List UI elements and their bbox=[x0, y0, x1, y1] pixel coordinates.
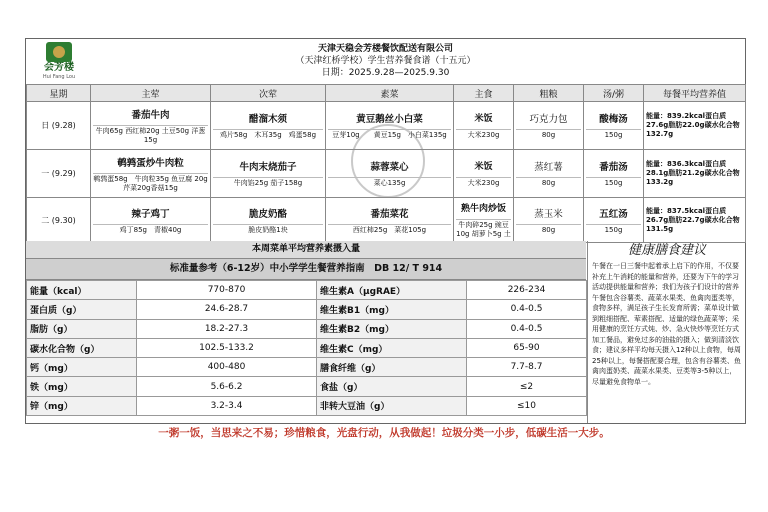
nutrition-row bbox=[27, 358, 587, 377]
menu-sheet bbox=[25, 38, 746, 424]
slogan: 一粥一饭，当思来之不易；珍惜粮食，光盘行动，从我做起！垃圾分类一小步，低碳生活一大步。 bbox=[158, 427, 610, 439]
nutrient-label: 铁（mg） bbox=[27, 377, 137, 396]
dish-ingredients: 脆皮奶酪1块 bbox=[248, 225, 288, 234]
menu-row bbox=[27, 198, 746, 243]
staple-cell bbox=[454, 150, 514, 198]
nutrition-section bbox=[26, 241, 745, 423]
grain-cell bbox=[514, 150, 584, 198]
nutrient-label: 锌（mg） bbox=[27, 396, 137, 415]
veg-dish-cell bbox=[326, 102, 454, 150]
nutrition-standard: 标准量参考（6-12岁）中小学学生餐营养指南 DB 12/ T 914 bbox=[26, 259, 586, 280]
nutrient-value: 5.6-6.2 bbox=[137, 377, 317, 396]
header bbox=[26, 39, 745, 83]
nutrition-table bbox=[26, 280, 587, 416]
dish-name: 脆皮奶酪 bbox=[213, 205, 323, 225]
dish-name: 蒸红薯 bbox=[516, 158, 581, 178]
grain-cell bbox=[514, 198, 584, 243]
nutrient-label: 维生素C（mg） bbox=[317, 338, 467, 357]
dish-name: 牛肉末烧茄子 bbox=[213, 158, 323, 178]
nutrition-row bbox=[27, 300, 587, 319]
date-label: 日期：2025.9.28—2025.9.30 bbox=[321, 68, 450, 78]
menu-table bbox=[26, 84, 746, 243]
dish-name: 蒜蓉菜心 bbox=[328, 158, 451, 178]
day-cell: 二 (9.30) bbox=[27, 198, 91, 243]
dish-ingredients: 鸡片58g 木耳35g 鸡蛋58g bbox=[219, 131, 317, 139]
main-dish-cell bbox=[91, 102, 211, 150]
nutrient-value: 102.5-133.2 bbox=[137, 338, 317, 357]
col-header: 主荤 bbox=[91, 85, 211, 102]
col-header: 主食 bbox=[454, 85, 514, 102]
dish-ingredients: 150g bbox=[604, 225, 623, 234]
staple-cell bbox=[454, 198, 514, 243]
logo-emblem-icon bbox=[46, 42, 72, 62]
col-header: 素菜 bbox=[326, 85, 454, 102]
dish-name: 黄豆鹅丝小白菜 bbox=[328, 110, 451, 130]
nutrient-value: 18.2-27.3 bbox=[137, 319, 317, 338]
dish-ingredients: 豆芽10g 黄豆15g 小白菜135g bbox=[332, 131, 447, 139]
dish-ingredients: 牛肉碎25g 豌豆 10g 胡萝卜5g 土 bbox=[456, 221, 511, 238]
dish-name: 番茄汤 bbox=[586, 158, 641, 178]
nutrient-label: 钙（mg） bbox=[27, 358, 137, 377]
nutrition-row bbox=[27, 319, 587, 338]
dish-ingredients: 80g bbox=[541, 179, 556, 187]
nutrition-row bbox=[27, 281, 587, 300]
nutrient-value: 65-90 bbox=[467, 338, 587, 357]
nutrition-row bbox=[27, 396, 587, 415]
nutrient-value: 3.2-3.4 bbox=[137, 396, 317, 415]
dish-ingredients: 80g bbox=[541, 131, 556, 139]
nutrient-value: ≤2 bbox=[467, 377, 587, 396]
company-logo bbox=[29, 42, 89, 80]
nutrient-label: 碳水化合物（g） bbox=[27, 338, 137, 357]
nutrient-value: 0.4-0.5 bbox=[467, 319, 587, 338]
day-cell: 一 (9.29) bbox=[27, 150, 91, 198]
dish-name: 酸梅汤 bbox=[586, 110, 641, 130]
advice-title: 健康膳食建议 bbox=[627, 243, 706, 258]
dish-ingredients: 鸡丁85g 青椒40g bbox=[119, 225, 182, 234]
nutrient-value: 226-234 bbox=[467, 281, 587, 300]
col-header: 汤/粥 bbox=[584, 85, 644, 102]
nutrition-row bbox=[27, 338, 587, 357]
dish-ingredients: 西红柿25g 菜花105g bbox=[352, 225, 427, 234]
dish-ingredients: 大米230g bbox=[467, 131, 500, 139]
nutrient-label: 维生素B2（mg） bbox=[317, 319, 467, 338]
nutrient-label: 能量（kcal） bbox=[27, 281, 137, 300]
company-name: 天津天稳会芳楼餐饮配送有限公司 bbox=[317, 44, 453, 54]
nutrient-value: 400-480 bbox=[137, 358, 317, 377]
menu-subtitle: （天津红桥学校）学生营养餐食谱（十五元） bbox=[295, 56, 476, 66]
soup-cell bbox=[584, 102, 644, 150]
main-dish-cell bbox=[91, 198, 211, 243]
avg-nutrition: 能量：837.5kcal蛋白质26.7g脂肪22.7g碳水化合物131.5g bbox=[644, 198, 746, 243]
dish-ingredients: 鹌鹑蛋58g 牛肉粒35g 鱼豆腐 20g芹菜20g香菇15g bbox=[93, 174, 208, 192]
dish-ingredients: 牛肉65g 西红柿20g 土豆50g 洋葱15g bbox=[95, 126, 206, 144]
avg-nutrition: 能量：839.2kcal蛋白质27.6g脂肪22.0g碳水化合物132.7g bbox=[644, 102, 746, 150]
dish-ingredients: 80g bbox=[541, 225, 556, 234]
col-header: 每餐平均营养值 bbox=[644, 85, 746, 102]
veg-dish-cell bbox=[326, 198, 454, 243]
nutrient-label: 维生素B1（mg） bbox=[317, 300, 467, 319]
dish-ingredients: 150g bbox=[604, 131, 623, 139]
nutrient-label: 蛋白质（g） bbox=[27, 300, 137, 319]
nutrient-label: 食盐（g） bbox=[317, 377, 467, 396]
dish-name: 五红汤 bbox=[586, 205, 641, 225]
nutrient-value: 24.6-28.7 bbox=[137, 300, 317, 319]
dish-name: 米饭 bbox=[456, 158, 511, 178]
dish-name: 蒸玉米 bbox=[516, 205, 581, 225]
dish-name: 熟牛肉炒饭 bbox=[456, 200, 511, 220]
nutrient-label: 膳食纤维（g） bbox=[317, 358, 467, 377]
soup-cell bbox=[584, 198, 644, 243]
nutrient-value: 7.7-8.7 bbox=[467, 358, 587, 377]
dish-name: 鹌鹑蛋炒牛肉粒 bbox=[93, 154, 208, 174]
nutrient-value: 0.4-0.5 bbox=[467, 300, 587, 319]
day-cell: 日 (9.28) bbox=[27, 102, 91, 150]
dish-name: 米饭 bbox=[456, 110, 511, 130]
nutrition-title: 本周菜单平均营养素摄入量 bbox=[26, 241, 586, 259]
col-header: 粗粮 bbox=[514, 85, 584, 102]
soup-cell bbox=[584, 150, 644, 198]
advice-body: 午餐在一日三餐中起着承上启下的作用，不仅要补充上午消耗的能量和营养，还要为下午的学习活动提供能量和营养；我们为孩子们设计的营养午餐包含谷薯类、蔬菜水果类、鱼禽肉蛋类等，食物多样，满足孩子生长发育所需；菜单设计做到粗细搭配、荤素搭配、适量的绿色蔬菜等；采用健康的烹饪方式炖、炒、急火快炒等烹饪方式加工餐品，避免过多的油盐的摄入；做到清淡饮食；建议多样平均每天摄入12种以上食物，每周25种以上，每餐搭配要合理，包含有谷薯类、鱼禽肉蛋奶类、蔬菜水果类、豆类等3-5种以上，尽量避免食物单一。 bbox=[592, 262, 741, 386]
avg-nutrition: 能量：836.3kcal蛋白质28.1g脂肪21.2g碳水化合物133.2g bbox=[644, 150, 746, 198]
dish-name: 番茄牛肉 bbox=[93, 106, 208, 126]
logo-subtitle: Hui Fang Lou bbox=[42, 74, 76, 80]
dish-name: 番茄菜花 bbox=[328, 205, 451, 225]
menu-row bbox=[27, 150, 746, 198]
dish-name: 巧克力包 bbox=[516, 110, 581, 130]
dish-name: 辣子鸡丁 bbox=[93, 205, 208, 225]
second-dish-cell bbox=[211, 102, 326, 150]
nutrient-label: 非转大豆油（g） bbox=[317, 396, 467, 415]
staple-cell bbox=[454, 102, 514, 150]
dish-ingredients: 大米230g bbox=[467, 179, 500, 187]
main-dish-cell bbox=[91, 150, 211, 198]
nutrient-label: 脂肪（g） bbox=[27, 319, 137, 338]
menu-row bbox=[27, 102, 746, 150]
nutrition-row bbox=[27, 377, 587, 396]
dish-ingredients: 牛肉馅25g 茄子158g bbox=[233, 179, 303, 187]
nutrient-label: 维生素A（μgRAE） bbox=[317, 281, 467, 300]
second-dish-cell bbox=[211, 198, 326, 243]
nutrient-value: ≤10 bbox=[467, 396, 587, 415]
health-advice bbox=[587, 241, 746, 423]
dish-name: 醋溜木须 bbox=[213, 110, 323, 130]
col-header: 次荤 bbox=[211, 85, 326, 102]
second-dish-cell bbox=[211, 150, 326, 198]
col-header: 星期 bbox=[27, 85, 91, 102]
dish-ingredients: 150g bbox=[604, 179, 623, 187]
grain-cell bbox=[514, 102, 584, 150]
menu-header-row bbox=[27, 85, 746, 102]
veg-dish-cell bbox=[326, 150, 454, 198]
dish-ingredients: 菜心135g bbox=[373, 179, 406, 187]
logo-name: 会芳楼 bbox=[44, 62, 74, 73]
nutrient-value: 770-870 bbox=[137, 281, 317, 300]
